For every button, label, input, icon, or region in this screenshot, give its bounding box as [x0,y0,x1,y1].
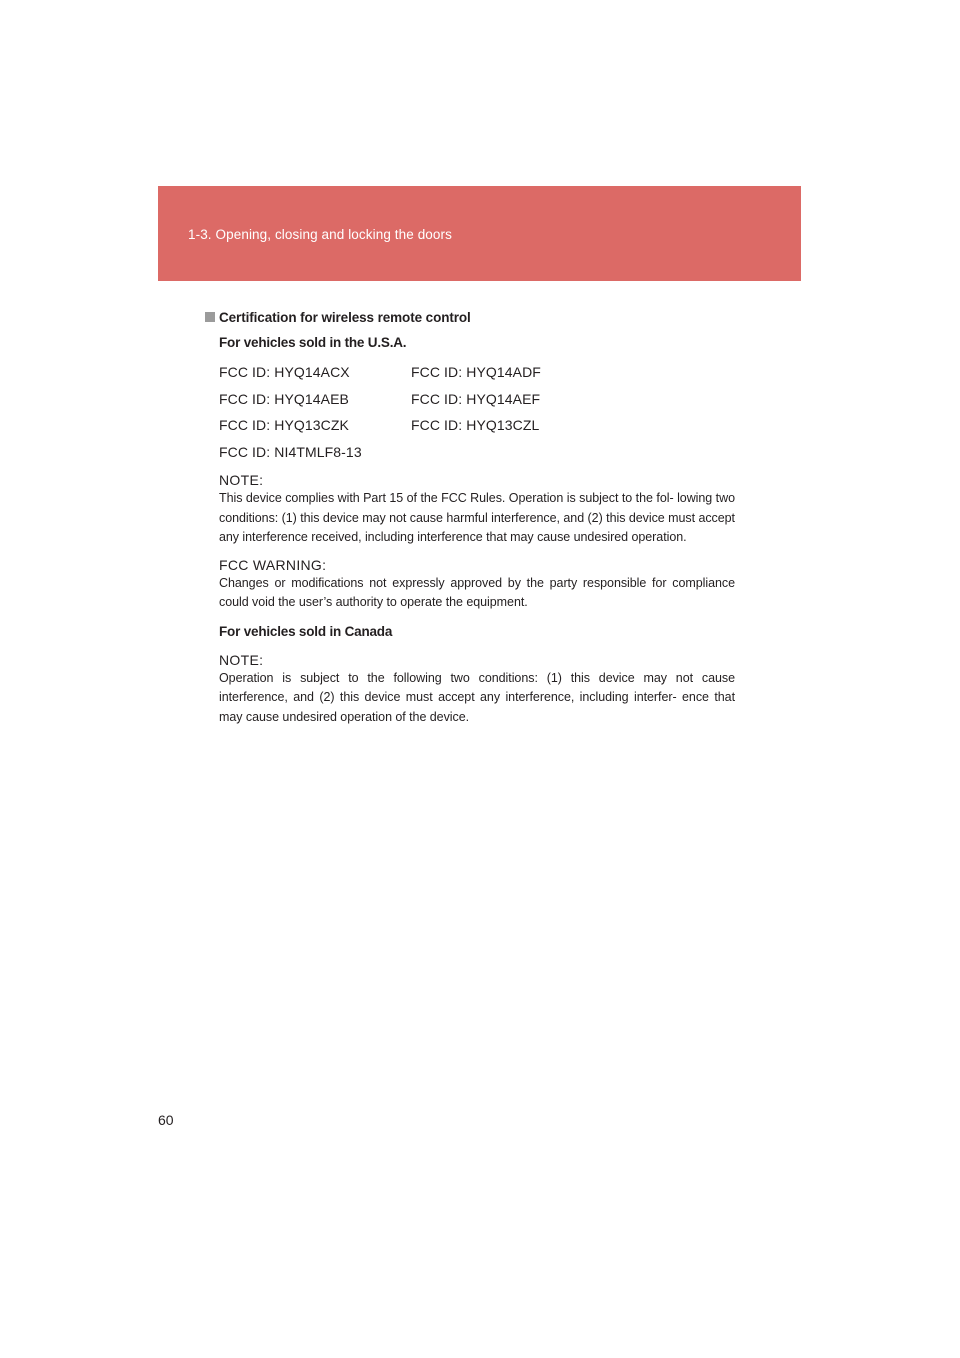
fcc-id: FCC ID: HYQ14AEF [411,390,541,407]
text-line: this device must accept any interference received, including interference that may [219,510,735,544]
canada-heading: For vehicles sold in Canada [219,623,393,639]
text-line: Changes or modifications not expressly approved by the party responsible for [219,575,667,590]
content-area [205,308,735,727]
fcc-id-row [219,412,735,439]
text-line: compliance could void the user’s authority to operate the equipment. [219,575,735,609]
canada-note-block [219,651,735,728]
usa-note-text [219,489,735,548]
canada-note-text [219,669,735,728]
text-line: Operation is subject to the following two conditions: (1) this device may not cause [219,670,735,685]
text-line: lowing two conditions: (1) this device may not cause harmful interference, and (2) [219,491,735,525]
fcc-id-row [219,439,735,466]
fcc-warning-block [219,556,735,613]
usa-heading: For vehicles sold in the U.S.A. [219,335,407,350]
fcc-id-row [219,386,735,413]
text-line: This device complies with Part 15 of the FCC Rules. Operation is subject to the fol- [219,491,674,505]
fcc-id: FCC ID: HYQ14AEB [219,390,349,407]
fcc-id: FCC ID: HYQ14ACX [219,364,350,380]
fcc-id: FCC ID: NI4TMLF8-13 [219,443,362,460]
fcc-id-list [219,359,735,465]
fcc-id: FCC ID: HYQ13CZK [219,417,349,433]
fcc-warning-label: FCC WARNING: [219,556,327,573]
fcc-id: FCC ID: HYQ14ADF [411,364,541,380]
usa-note-label: NOTE: [219,472,264,488]
section-header-band [158,186,801,281]
usa-note-block [219,471,735,548]
fcc-id-row [219,359,735,386]
square-bullet-icon [205,312,215,322]
text-line: interference, and (2) this device must accept any interference, including interfer- [219,690,677,704]
section-title: 1-3. Opening, closing and locking the doors [188,227,452,242]
fcc-warning-text [219,574,735,613]
text-line: ence that may cause undesired operation of the device. [219,690,735,724]
page-number: 60 [158,1112,174,1128]
certification-body [205,333,735,727]
fcc-id: FCC ID: HYQ13CZL [411,417,540,433]
canada-note-label: NOTE: [219,651,264,668]
text-line: cause undesired operation. [537,530,687,544]
certification-heading [205,308,735,328]
certification-heading-text: Certification for wireless remote control [219,310,471,325]
